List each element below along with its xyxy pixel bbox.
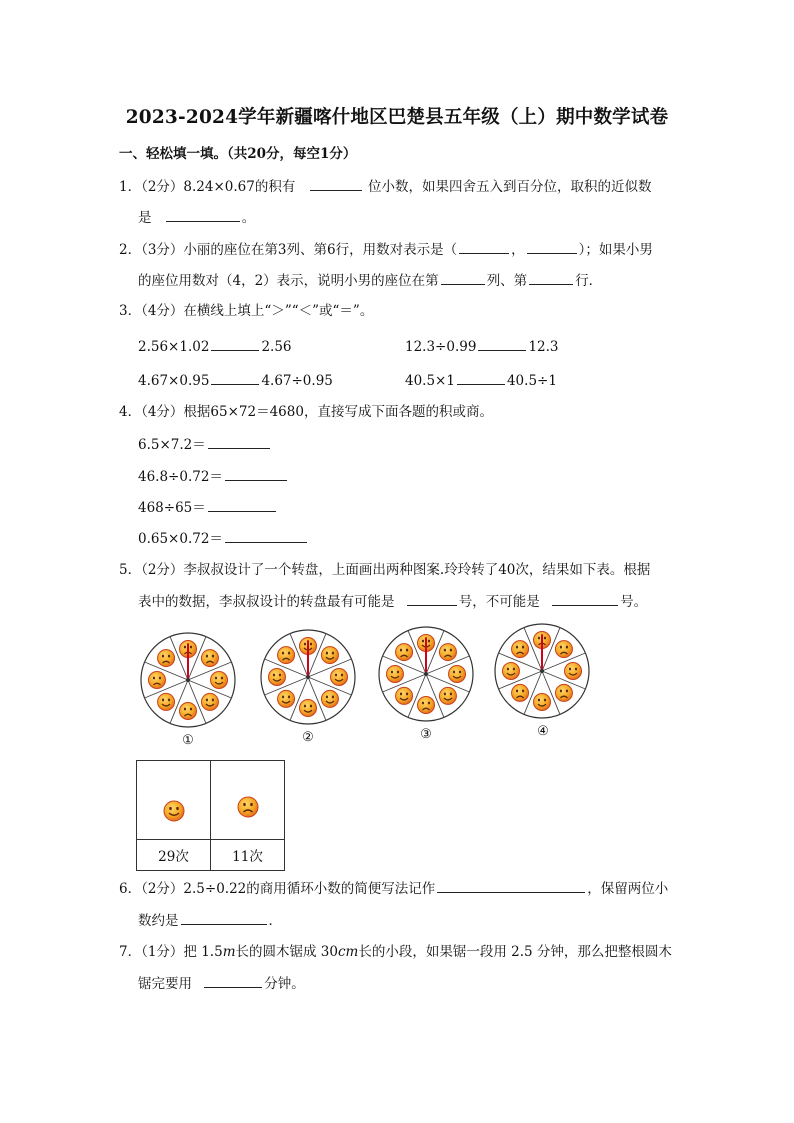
q4-expr: 0.65×0.72＝ [138, 531, 223, 547]
q5-blank-1[interactable] [407, 591, 457, 606]
smile-face-icon [268, 669, 285, 686]
smile-face-icon [321, 690, 338, 707]
wheel-label-1: ① [182, 733, 194, 748]
q2-text-c: ）；如果小男 [578, 242, 653, 258]
q2-text-e: 列、第 [486, 273, 528, 289]
q6-text-c: 数约是 [138, 913, 179, 929]
q7-text-c: 分钟。 [264, 976, 305, 992]
q3-expr-right: 2.56 [261, 339, 292, 355]
q6-blank-1[interactable] [437, 878, 585, 893]
q6-blank-2[interactable] [181, 910, 267, 925]
count-smile: 29次 [137, 840, 211, 871]
smile-face-icon [158, 693, 175, 710]
question-5-line1: 5．（2分）李叔叔设计了一个转盘，上面画出两种图案.玲玲转了40次，结果如下表。根据 [119, 562, 651, 578]
smile-face-icon [331, 669, 348, 686]
q6-text-a: 6．（2分）2.5÷0.22的商用循环小数的简便写法记作 [119, 881, 436, 897]
wheel-label-3: ③ [420, 727, 432, 742]
q4-expr: 468÷65＝ [138, 500, 206, 516]
smile-face-icon [300, 700, 317, 717]
q1-text-b: 位小数，如果四舍五入到百分位，取积的近似数 [367, 179, 652, 195]
spinner-wheel-3 [379, 627, 473, 721]
q1-text-a: 1．（2分）8.24×0.67的积有 [119, 179, 296, 195]
section-heading: 一、轻松填一填。（共20分，每空1分） [119, 146, 357, 162]
q2-blank-1[interactable] [459, 239, 509, 254]
q1-blank-2[interactable] [166, 207, 240, 222]
q2-text-f: 行． [575, 273, 603, 289]
question-3-intro: 3．（4分）在横线上填上“＞”“＜”或“＝”。 [119, 303, 374, 319]
smile-face-icon [321, 647, 338, 664]
q5-text-c: 号，不可能是 [458, 594, 540, 610]
sad-face-icon [236, 795, 260, 819]
sad-face-icon [396, 644, 413, 661]
q3-item-4 [405, 370, 557, 391]
smile-face-icon [386, 666, 403, 683]
q4-blank-1[interactable] [208, 434, 270, 449]
smile-face-icon [201, 693, 218, 710]
q7-text-a1: 7．（1分）把 1.5 [119, 944, 223, 960]
q7-blank-1[interactable] [204, 973, 262, 988]
smile-face-icon [278, 690, 295, 707]
wheel-label-4: ④ [537, 724, 549, 739]
q7-text-a3: 长的小段，如果锯一段用 2.5 分钟，那么把整根圆木 [358, 944, 672, 960]
spinner-wheels [0, 620, 794, 755]
smile-face-icon [502, 663, 519, 680]
sad-face-icon [512, 641, 529, 658]
q5-blank-2[interactable] [552, 591, 618, 606]
sad-face-icon [180, 703, 197, 720]
q3-expr-right: 40.5÷1 [506, 373, 557, 389]
q3-blank-2[interactable] [478, 336, 526, 351]
q3-item-1 [138, 336, 292, 357]
q3-item-2 [405, 336, 559, 357]
question-2-line1 [119, 239, 653, 260]
q7-text-b: 锯完要用 [138, 976, 192, 992]
q2-blank-2[interactable] [527, 239, 577, 254]
question-5-line2 [138, 591, 647, 612]
q1-text-c: 是 [138, 210, 152, 226]
q3-expr-left: 40.5×1 [405, 373, 455, 389]
table-cell-sad [211, 761, 285, 840]
q4-item-2 [138, 466, 289, 487]
count-sad: 11次 [211, 840, 285, 871]
q2-blank-4[interactable] [529, 270, 573, 285]
sad-face-icon [278, 647, 295, 664]
q4-item-3 [138, 497, 278, 518]
exam-title: 2023-2024学年新疆喀什地区巴楚县五年级（上）期中数学试卷 [125, 107, 669, 128]
smile-face-icon [396, 687, 413, 704]
q6-text-d: ． [268, 913, 282, 929]
q3-expr-left: 2.56×1.02 [138, 339, 210, 355]
q4-expr: 6.5×7.2＝ [138, 437, 206, 453]
smile-face-icon [449, 666, 466, 683]
q4-blank-3[interactable] [208, 497, 276, 512]
q4-blank-4[interactable] [225, 528, 307, 543]
q3-expr-right: 4.67÷0.95 [261, 373, 333, 389]
q2-text-d: 的座位用数对（4，2）表示，说明小男的座位在第 [138, 273, 439, 289]
q3-blank-3[interactable] [211, 370, 259, 385]
sad-face-icon [148, 672, 165, 689]
question-4-intro: 4．（4分）根据65×72＝4680，直接写成下面各题的积或商。 [119, 404, 493, 420]
spin-result-table [136, 760, 285, 871]
q4-item-1 [138, 434, 272, 455]
question-7-line1 [119, 942, 672, 962]
question-6-line1 [119, 878, 668, 899]
question-1-line2 [138, 207, 255, 228]
q2-text-a: 2．（3分）小丽的座位在第3列、第6行，用数对表示是（ [119, 242, 458, 258]
spinner-wheel-1 [141, 633, 235, 727]
q3-blank-1[interactable] [211, 336, 259, 351]
table-cell-smile [137, 761, 211, 840]
smile-face-icon [534, 694, 551, 711]
smile-face-icon [162, 799, 186, 823]
q3-expr-left: 4.67×0.95 [138, 373, 210, 389]
q7-unit-m: m [222, 944, 236, 960]
smile-face-icon [211, 672, 228, 689]
q4-blank-2[interactable] [225, 466, 287, 481]
q2-blank-3[interactable] [441, 270, 485, 285]
sad-face-icon [201, 650, 218, 667]
q3-blank-4[interactable] [457, 370, 505, 385]
q1-text-d: 。 [241, 210, 256, 226]
sad-face-icon [555, 641, 572, 658]
sad-face-icon [512, 684, 529, 701]
sad-face-icon [418, 697, 435, 714]
q4-expr: 46.8÷0.72＝ [138, 469, 223, 485]
q6-text-b: ，保留两位小 [587, 881, 669, 897]
spinner-wheel-4 [495, 624, 589, 718]
wheel-label-2: ② [302, 730, 314, 745]
sad-face-icon [158, 650, 175, 667]
question-7-line2 [138, 973, 305, 994]
question-6-line2 [138, 910, 282, 931]
sad-face-icon [555, 684, 572, 701]
question-2-line2 [138, 270, 602, 291]
q1-blank-1[interactable] [310, 176, 362, 191]
sad-face-icon [439, 644, 456, 661]
q5-text-d: 号。 [620, 594, 648, 610]
question-1-line1 [119, 176, 651, 197]
q7-unit-cm: cm [338, 944, 359, 960]
q2-text-b: ， [511, 242, 525, 258]
q3-expr-left: 12.3÷0.99 [405, 339, 477, 355]
q7-text-a2: 长的圆木锯成 30 [235, 944, 338, 960]
smile-face-icon [439, 687, 456, 704]
q5-text-b: 表中的数据，李叔叔设计的转盘最有可能是 [138, 594, 395, 610]
spinner-wheel-2 [261, 630, 355, 724]
q4-item-4 [138, 528, 309, 549]
q3-expr-right: 12.3 [528, 339, 559, 355]
q3-item-3 [138, 370, 333, 391]
smile-face-icon [565, 663, 582, 680]
